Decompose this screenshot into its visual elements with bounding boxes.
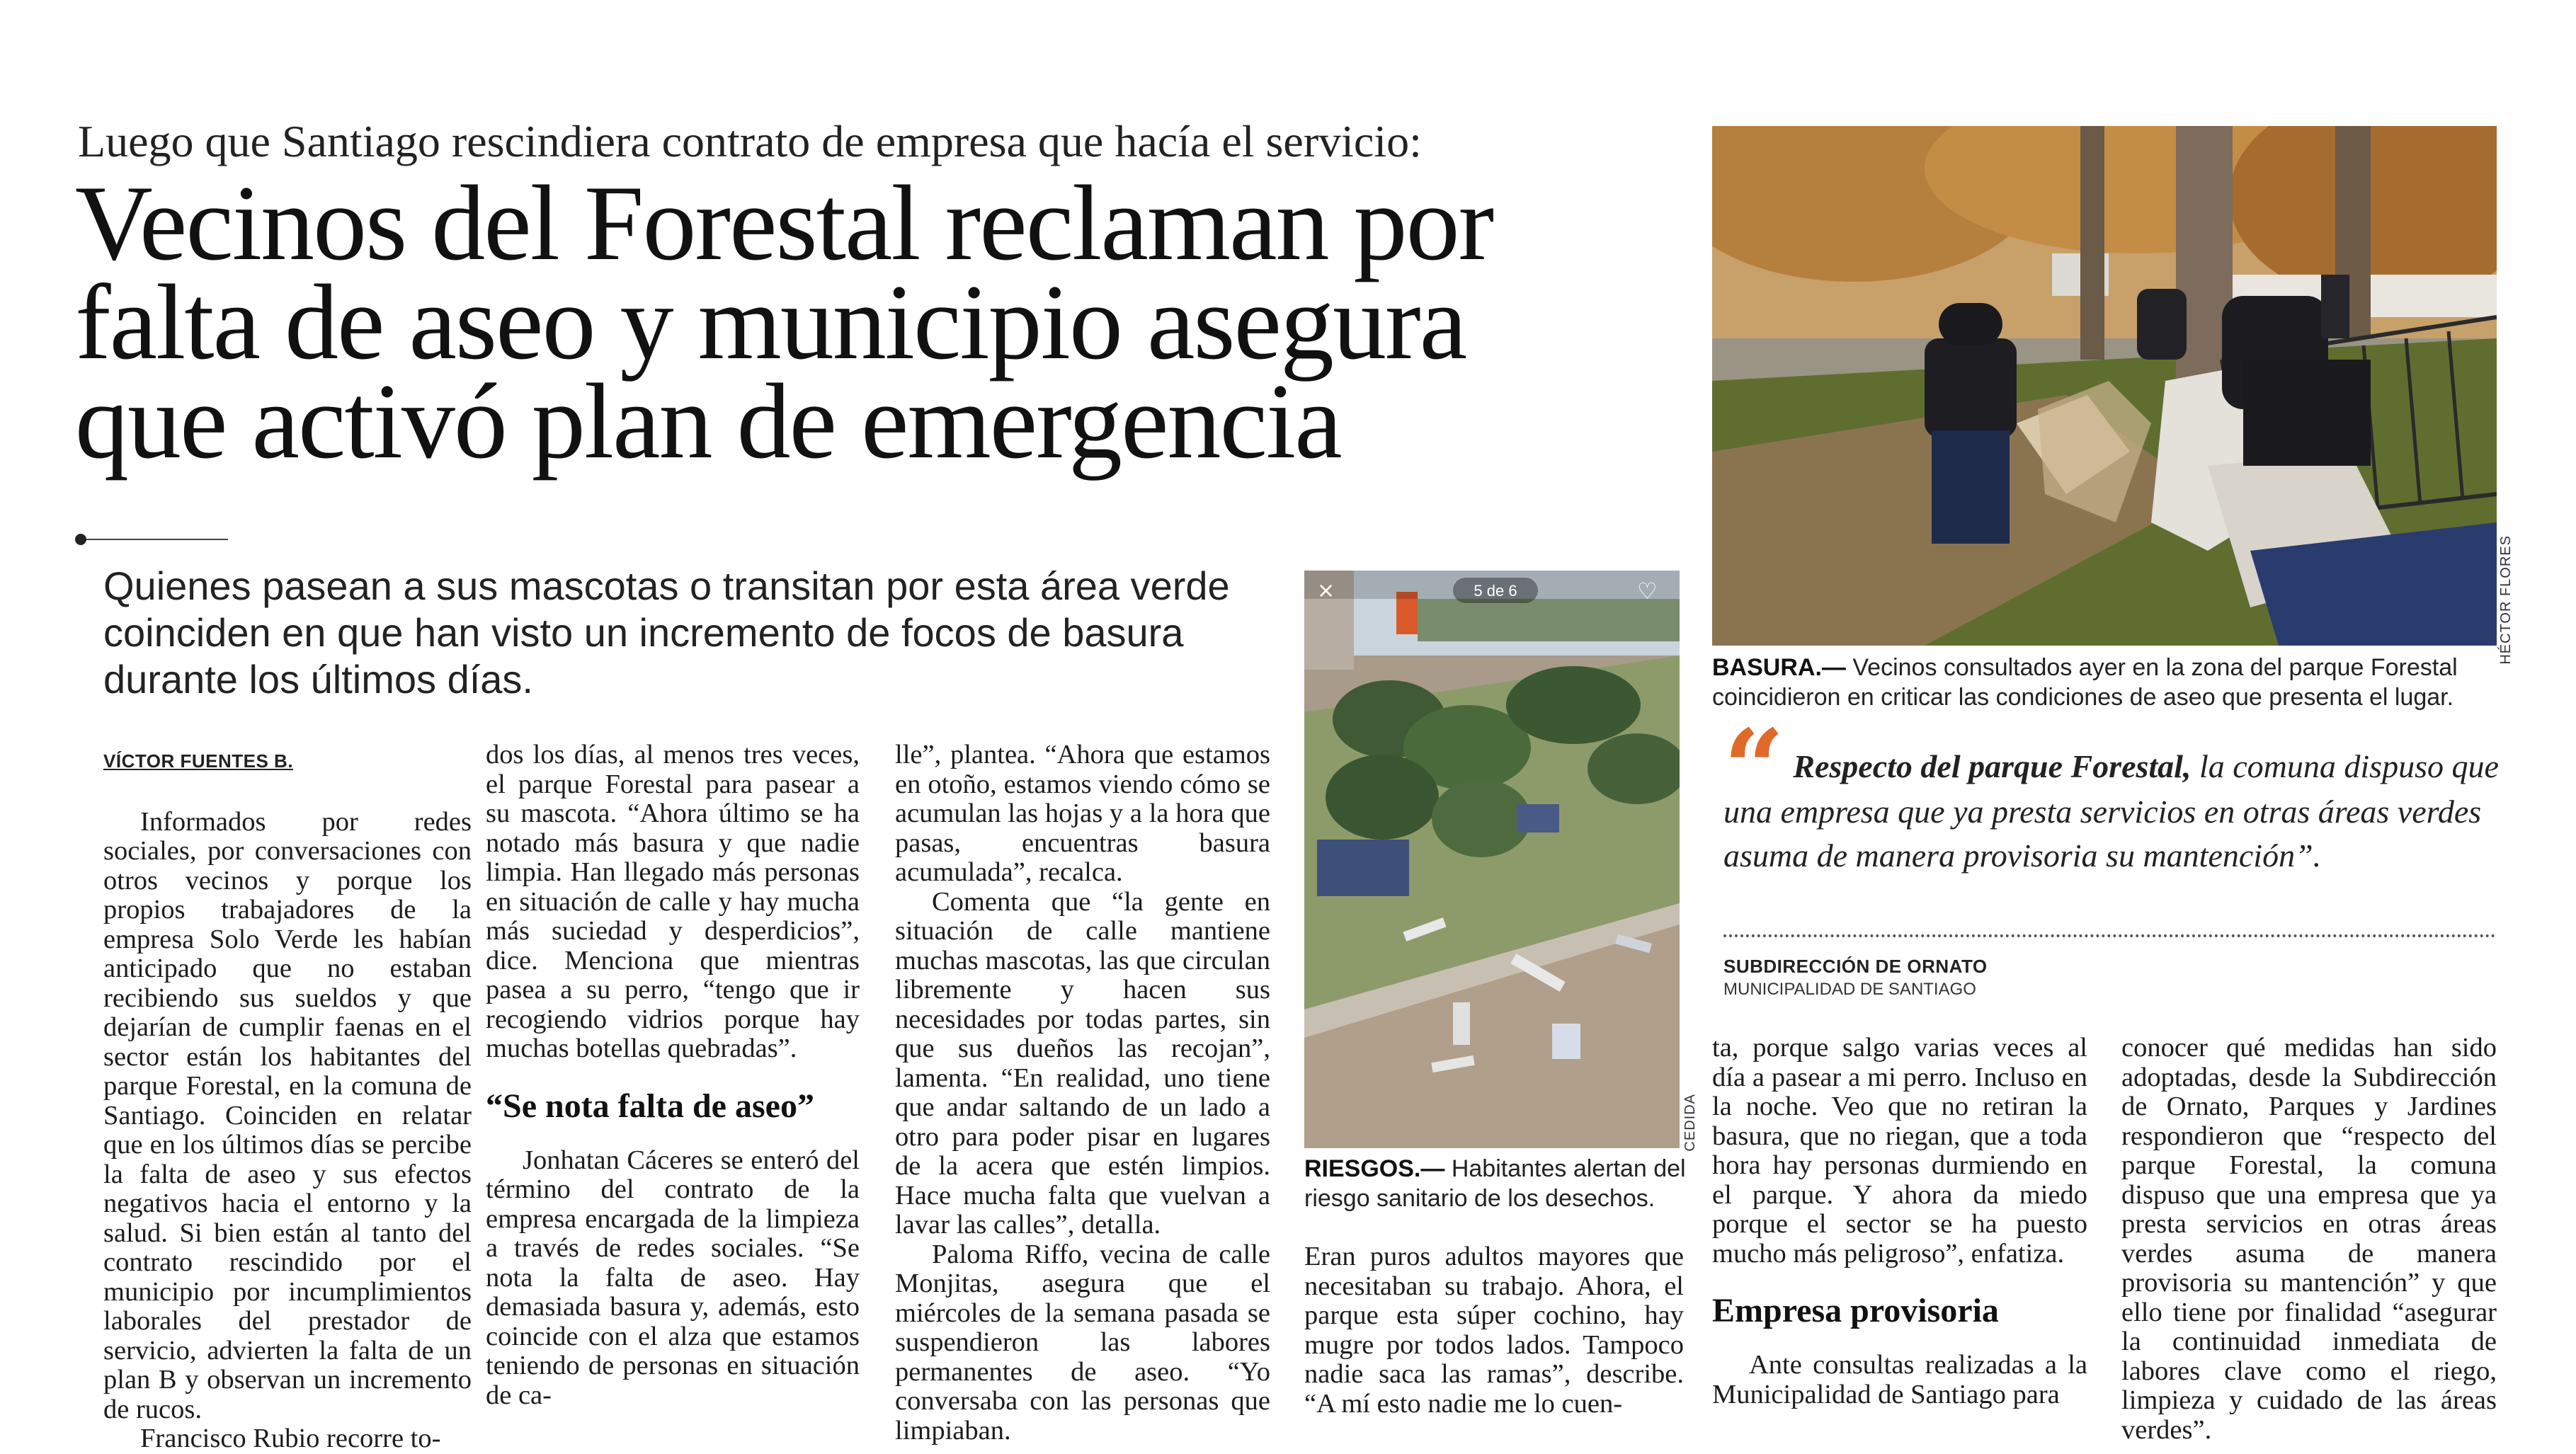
photo-counter: 5 de 6 [1474, 582, 1517, 600]
photo-riesgos-image [1304, 571, 1680, 1148]
caption-text: Habitantes alertan del riesgo sanitario de los desechos. [1304, 1155, 1686, 1212]
column-1 [103, 747, 472, 1454]
quote-text: la comuna dispuso que una empresa que ya presta servicios en otras áreas verdes asuma de manera provisoria su mantención”. [1723, 748, 2499, 874]
close-icon: × [1317, 578, 1335, 603]
deck-line: Quienes pasean a sus mascotas o transitan por esta área verde [103, 563, 1230, 608]
photo-basura-credit: HÉCTOR FLORES [2498, 535, 2514, 665]
photo-basura-image [1712, 126, 2497, 646]
column-4 [1304, 1242, 1684, 1419]
headline-line-1: Vecinos del Forestal reclaman por [75, 164, 1493, 282]
photo-riesgos [1304, 571, 1680, 1148]
column-6 [2121, 1034, 2497, 1445]
article-headline [75, 164, 1661, 481]
caption-label: BASURA.— [1712, 654, 1846, 681]
deck-divider [75, 538, 228, 541]
caption-text: Vecinos consultados ayer en la zona del parque Forestal coincidieron en criticar las condiciones de aseo que presenta el lugar. [1712, 654, 2458, 711]
quote-divider [1723, 934, 2495, 941]
quote-mark-icon: “ [1723, 706, 1785, 831]
paragraph: Jonhatan Cáceres se enteró del término del contrato de la empresa encargada de la limpieza a través de redes sociales. “Se nota la falta de aseo. Hay demasiada basura y, además, esto coincide con el alza que estamos teniendo de personas en situación de ca- [486, 1145, 860, 1410]
subhead-falta-aseo: “Se nota falta de aseo” [486, 1087, 814, 1125]
paragraph: Informados por redes sociales, por conversaciones con otros vecinos y porque los propios trabajadores de la empresa Solo Verde les habían anticipado que no estaban recibiendo sus sueldos y que dejarían de cumplir faenas en el sector están los habitantes del parque Forestal, en la comuna de Santiago. Coinciden en relatar que en los últimos días se percibe la falta de aseo y sus efectos negativos hacia el entorno y la salud. Si bien están al tanto del contrato rescindido por el municipio por incumplimientos laborales del prestador de servicio, advierten la falta de un plan B y observan un incremento de rucos. [103, 806, 472, 1424]
subhead-empresa-provisoria: Empresa provisoria [1712, 1292, 1999, 1329]
photo-riesgos-caption [1304, 1154, 1687, 1213]
photo-riesgos-credit: CEDIDA [1682, 1094, 1698, 1152]
paragraph: ta, porque salgo varias veces al día a pasear a mi perro. Incluso en la noche. Veo que no retiran la basura, que no riegan, que a toda hora hay personas durmiendo en el parque. Y ahora da miedo porque el sector se ha puesto mucho más peligroso”, enfatiza. [1712, 1033, 2087, 1269]
paragraph: Francisco Rubio recorre to- [140, 1424, 441, 1453]
quote-lead: Respecto del parque Forestal, [1793, 748, 2192, 784]
article-deck [103, 563, 1265, 703]
article-kicker: Luego que Santiago rescindiera contrato de empresa que hacía el servicio: [78, 116, 1422, 166]
paragraph: conocer qué medidas han sido adoptadas, desde la Subdirección de Ornato, Parques y Jardines respondieron que “respecto del parque Forestal, la comuna dispuso que una empresa que ya presta servicios en otras áreas verdes asuma de manera provisoria su mantención” y que ello tiene por finalidad “asegurar la continuidad inmediata de labores clave como el riego, limpieza y cuidado de las áreas verdes”. [2121, 1033, 2497, 1445]
paragraph: Paloma Riffo, vecina de calle Monjitas, asegura que el miércoles de la semana pasada se suspendieron las labores permanentes de aseo. “Yo conversaba con las personas que limpiaban. [895, 1239, 1270, 1446]
deck-line: coinciden en que han visto un incremento de focos de basura [103, 610, 1184, 655]
paragraph: lle”, plantea. “Ahora que estamos en otoño, estamos viendo cómo se acumulan las hojas y a la hora que pasas, encuentras basura acumulada”, recalca. [895, 740, 1270, 887]
paragraph: Eran puros adultos mayores que necesitaban su trabajo. Ahora, el parque esta súper cochino, hay mugre por todos lados. Tampoco nadie saca las ramas”, describe. “A mí esto nadie me lo cuen- [1304, 1242, 1684, 1419]
paragraph: dos los días, al menos tres veces, el parque Forestal para pasear a su mascota. “Ahora último se ha notado más basura y que nadie limpia. Han llegado más personas en situación de calle y hay mucha más suciedad y desperdicios”, dice. Menciona que mientras pasea a su perro, “tengo que ir recogiendo vidrios porque hay muchas botellas quebradas”. [486, 740, 860, 1063]
column-5 [1712, 1034, 2087, 1409]
column-2 [486, 740, 860, 1410]
headline-line-3: que activó plan de emergencia [75, 362, 1341, 481]
headline-line-2: falta de aseo y municipio asegura [75, 263, 1466, 382]
quote-source-name: SUBDIRECCIÓN DE ORNATO [1723, 956, 1988, 977]
caption-label: RIESGOS.— [1304, 1155, 1445, 1182]
pull-quote [1723, 706, 2500, 878]
photo-basura-caption [1712, 653, 2498, 712]
paragraph: Ante consultas realizadas a la Municipalidad de Santiago para [1712, 1350, 2087, 1409]
heart-icon: ♡ [1637, 578, 1658, 605]
deck-line: durante los últimos días. [103, 657, 533, 702]
byline: VÍCTOR FUENTES B. [103, 750, 294, 772]
column-3 [895, 740, 1270, 1446]
paragraph: Comenta que “la gente en situación de calle mantiene muchas mascotas, las que circulan libremente y hacen sus necesidades por todas partes, sin que sus dueños las recojan”, lamenta. “En realidad, uno tiene que andar saltando de un lado a otro para poder pisar en lugares de la acera que estén limpios. Hace mucha falta que vuelvan a lavar las calles”, detalla. [895, 886, 1270, 1240]
quote-source-org: MUNICIPALIDAD DE SANTIAGO [1723, 980, 1976, 999]
photo-basura [1712, 126, 2497, 646]
